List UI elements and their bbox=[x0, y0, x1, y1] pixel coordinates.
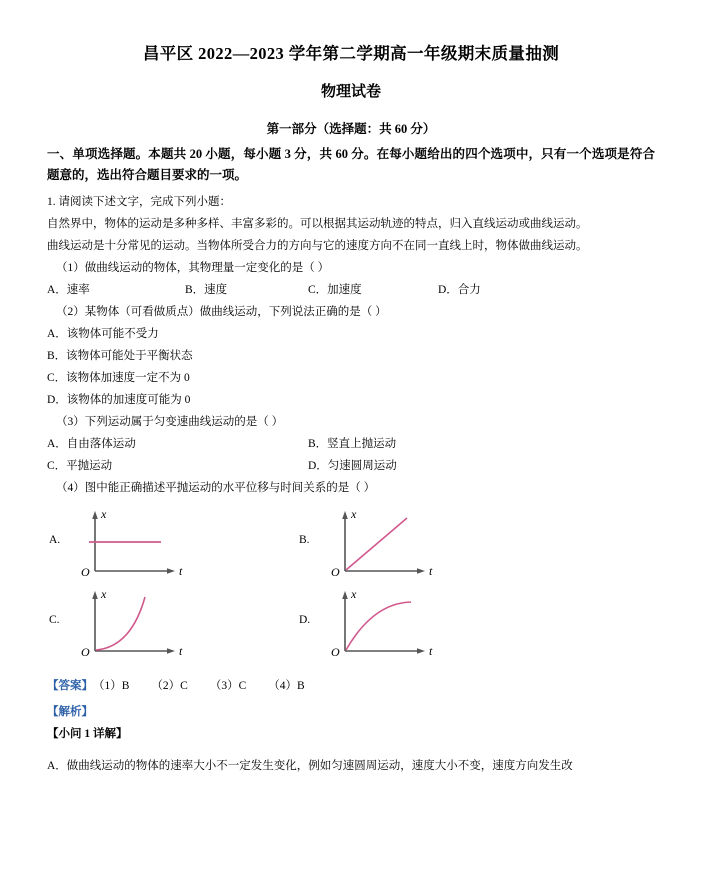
sub-question-1-options bbox=[47, 279, 655, 301]
sub-question-3-prompt: （3）下列运动属于匀变速曲线运动的是（ ） bbox=[56, 415, 284, 428]
option-a[interactable]: A．自由落体运动 bbox=[47, 437, 136, 450]
graph-d bbox=[315, 585, 455, 665]
svg-text:x: x bbox=[351, 506, 357, 521]
option-a[interactable]: A．速率 bbox=[47, 283, 90, 296]
question-1-stem: 1. 请阅读下述文字，完成下列小题： bbox=[47, 195, 231, 208]
detail-heading: 【小问 1 详解】 bbox=[47, 727, 128, 740]
svg-text:t: t bbox=[429, 643, 433, 658]
svg-text:t: t bbox=[179, 563, 183, 578]
answer-item-4: （4）B bbox=[268, 679, 305, 692]
option-c[interactable]: C．加速度 bbox=[308, 283, 362, 296]
sub-question-3-options-row-1 bbox=[47, 433, 655, 455]
answer-item-3: （3）C bbox=[209, 679, 247, 692]
option-d[interactable]: D．该物体的加速度可能为 0 bbox=[47, 393, 191, 406]
analysis-tag: 【解析】 bbox=[47, 705, 93, 718]
sub-question-1-prompt: （1）做曲线运动的物体，其物理量一定变化的是（ ） bbox=[56, 261, 330, 274]
sub-question-2-prompt: （2）某物体（可看做质点）做曲线运动，下列说法正确的是（ ） bbox=[56, 305, 387, 318]
svg-text:O: O bbox=[81, 644, 90, 659]
graph-c bbox=[65, 585, 205, 665]
svg-text:x: x bbox=[101, 586, 107, 601]
option-b[interactable]: B．竖直上抛运动 bbox=[308, 437, 397, 450]
answer-item-2: （2）C bbox=[151, 679, 188, 692]
answer-line bbox=[47, 675, 655, 697]
graph-b bbox=[315, 505, 455, 585]
part-title: 第一部分（选择题：共 60 分） bbox=[266, 121, 436, 136]
svg-text:t: t bbox=[429, 563, 433, 578]
figure-label-d: D. bbox=[299, 613, 311, 626]
answer-item-1: （1）B bbox=[93, 679, 130, 692]
question-1-paragraph-2: 曲线运动是十分常见的运动。当物体所受合力的方向与它的速度方向不在同一直线上时，物体做曲线运动。 bbox=[47, 239, 588, 252]
svg-text:x: x bbox=[351, 586, 357, 601]
figure-option-c[interactable] bbox=[47, 585, 297, 665]
svg-text:O: O bbox=[331, 564, 340, 579]
figure-label-a: A. bbox=[49, 533, 61, 546]
option-c[interactable]: C．该物体加速度一定不为 0 bbox=[47, 371, 190, 384]
sub-question-4-figures bbox=[47, 505, 655, 665]
figure-option-a[interactable] bbox=[47, 505, 297, 585]
svg-text:t: t bbox=[179, 643, 183, 658]
svg-text:O: O bbox=[331, 644, 340, 659]
option-a[interactable]: A．该物体可能不受力 bbox=[47, 327, 159, 340]
answer-tag: 【答案】 bbox=[47, 679, 93, 692]
option-c[interactable]: C．平抛运动 bbox=[47, 459, 113, 472]
detail-body: A．做曲线运动的物体的速率大小不一定发生变化，例如匀速圆周运动，速度大小不变，速度方向发生改 bbox=[47, 759, 573, 772]
figure-label-c: C. bbox=[49, 613, 60, 626]
option-d[interactable]: D．匀速圆周运动 bbox=[308, 459, 397, 472]
question-1-paragraph-1: 自然界中，物体的运动是多种多样、丰富多彩的。可以根据其运动轨迹的特点，归入直线运动或曲线运动。 bbox=[47, 217, 588, 230]
figure-label-b: B. bbox=[299, 533, 310, 546]
graph-a bbox=[65, 505, 205, 585]
page-subtitle: 物理试卷 bbox=[320, 83, 381, 100]
sub-question-3-options-row-2 bbox=[47, 455, 655, 477]
page-title: 昌平区 2022—2023 学年第二学期高一年级期末质量抽测 bbox=[142, 44, 560, 63]
svg-text:x: x bbox=[101, 506, 107, 521]
option-b[interactable]: B．速度 bbox=[185, 283, 228, 296]
option-d[interactable]: D．合力 bbox=[438, 283, 481, 296]
svg-text:O: O bbox=[81, 564, 90, 579]
figure-row-top bbox=[47, 505, 655, 585]
sub-question-4-prompt: （4）图中能正确描述平抛运动的水平位移与时间关系的是（ ） bbox=[56, 481, 376, 494]
option-b[interactable]: B．该物体可能处于平衡状态 bbox=[47, 349, 193, 362]
section-instruction: 一、单项选择题。本题共 20 小题，每小题 3 分，共 60 分。在每小题给出的四个选项中，只有一个选项是符合题意的，选出符合题目要求的一项。 bbox=[47, 146, 655, 182]
figure-row-bottom bbox=[47, 585, 655, 665]
sub-question-2-options bbox=[47, 323, 655, 411]
analysis-line bbox=[47, 701, 655, 723]
figure-option-d[interactable] bbox=[297, 585, 547, 665]
figure-option-b[interactable] bbox=[297, 505, 547, 585]
page-content bbox=[47, 0, 655, 777]
